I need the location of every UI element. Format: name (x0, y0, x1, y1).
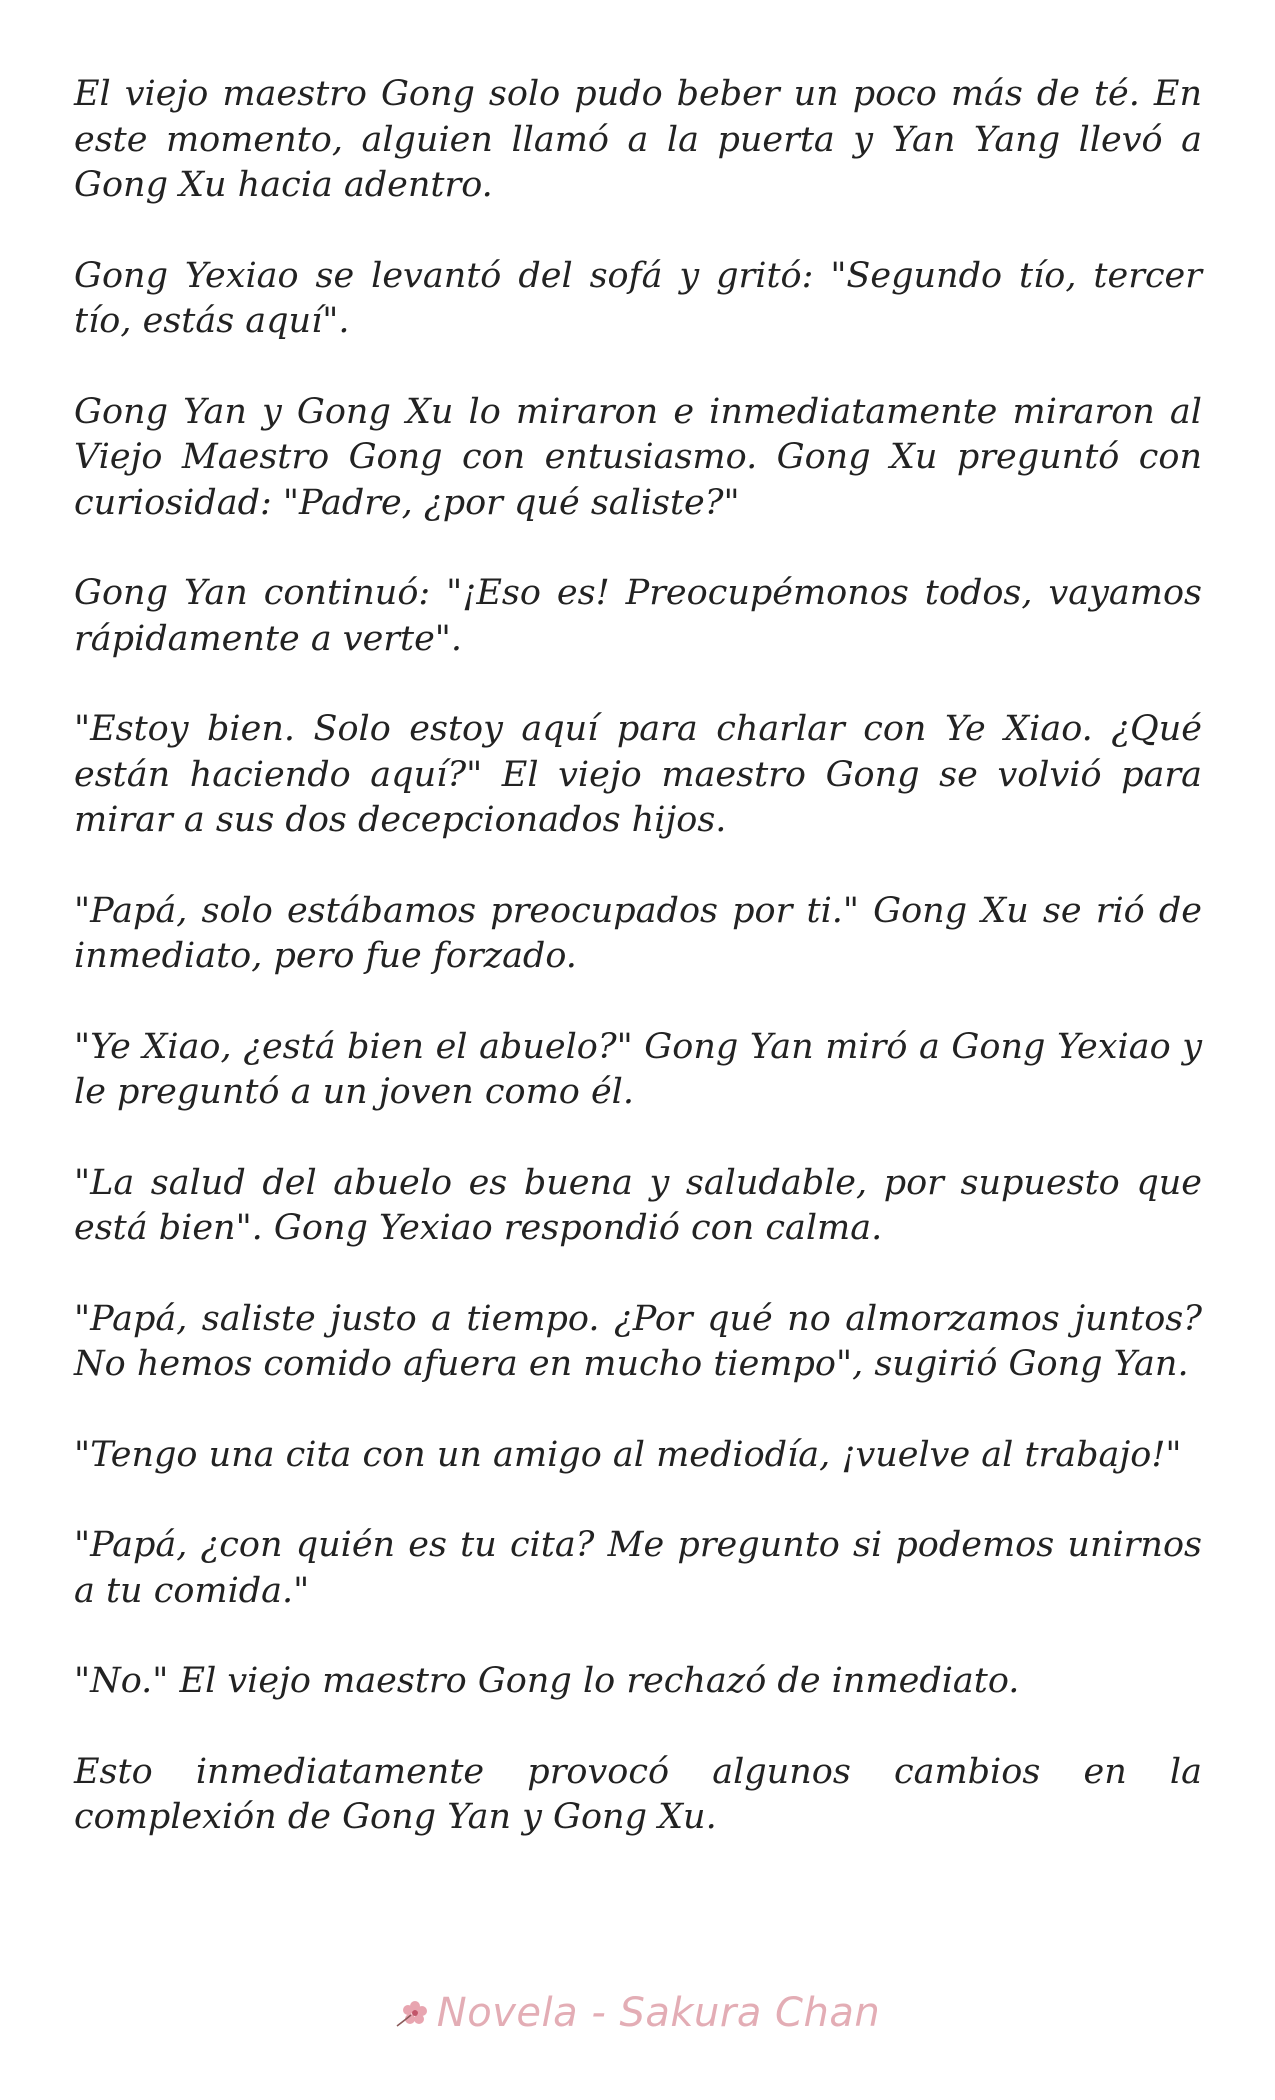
paragraph-12: "No." El viejo maestro Gong lo rechazó de inmediato. (74, 1661, 1020, 1701)
watermark (0, 1990, 1275, 2036)
paragraph-4: Gong Yan continuó: "¡Eso es! Preocupémonos todos, vayamos rápidamente a verte". (74, 573, 1202, 659)
watermark-text: Novela - Sakura Chan (436, 1990, 881, 2036)
paragraph-9: "Papá, saliste justo a tiempo. ¿Por qué no almorzamos juntos? No hemos comido afuera en mucho tiempo", sugirió Gong Yan. (74, 1298, 1202, 1384)
paragraph-3: Gong Yan y Gong Xu lo miraron e inmediatamente miraron al Viejo Maestro Gong con entusiasmo. Gong Xu preguntó con curiosidad: "Padre, ¿por qué saliste?" (74, 391, 1202, 523)
paragraph-13: Esto inmediatamente provocó algunos cambios en la complexión de Gong Yan y Gong Xu. (74, 1751, 1202, 1837)
paragraph-8: "La salud del abuelo es buena y saludable, por supuesto que está bien". Gong Yexiao respondió con calma. (74, 1162, 1202, 1248)
paragraph-5: "Estoy bien. Solo estoy aquí para charlar con Ye Xiao. ¿Qué están haciendo aquí?" El viejo maestro Gong se volvió para mirar a sus dos decepcionados hijos. (74, 709, 1202, 840)
story-page (74, 72, 1202, 1886)
sakura-flower-icon (395, 1992, 431, 2022)
paragraph-1: El viejo maestro Gong solo pudo beber un poco más de té. En este momento, alguien llamó a la puerta y Yan Yang llevó a Gong Xu hacia adentro. (74, 74, 1202, 205)
paragraph-7: "Ye Xiao, ¿está bien el abuelo?" Gong Yan miró a Gong Yexiao y le preguntó a un joven como él. (74, 1026, 1202, 1112)
paragraph-6: "Papá, solo estábamos preocupados por ti." Gong Xu se rió de inmediato, pero fue forzado. (74, 890, 1202, 976)
paragraph-2: Gong Yexiao se levantó del sofá y gritó: "Segundo tío, tercer tío, estás aquí". (74, 255, 1202, 341)
paragraph-11: "Papá, ¿con quién es tu cita? Me pregunto si podemos unirnos a tu comida." (74, 1525, 1202, 1611)
paragraph-10: "Tengo una cita con un amigo al mediodía, ¡vuelve al trabajo!" (74, 1434, 1182, 1475)
